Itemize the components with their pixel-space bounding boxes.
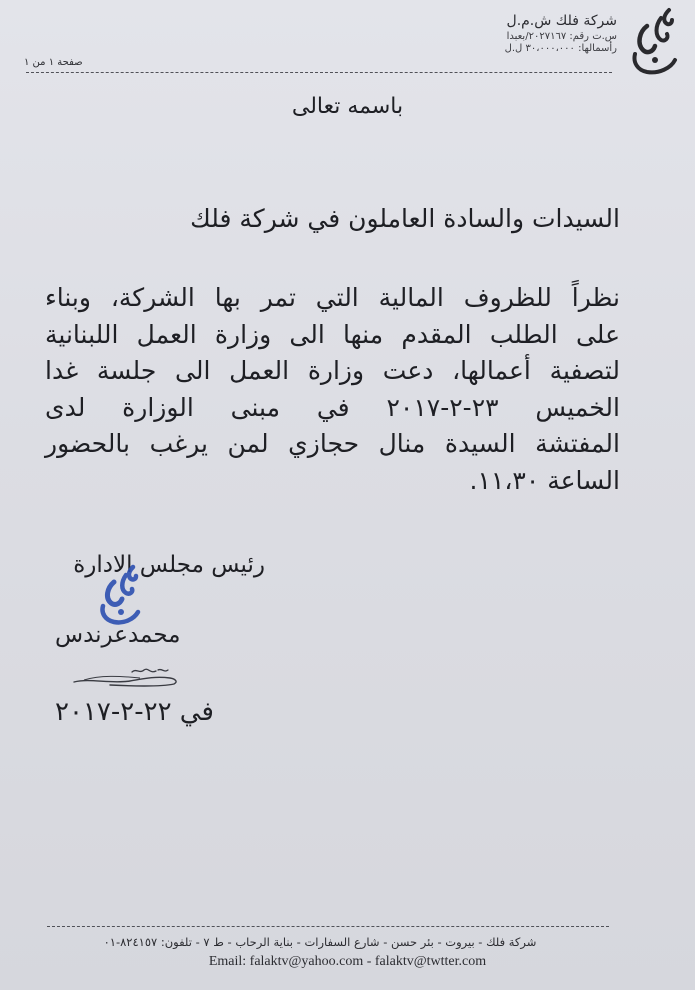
page-number: صفحة ١ من ١ <box>24 57 83 68</box>
falak-logo-icon <box>625 4 683 78</box>
footer-address: شركة فلك - بيروت - بئر حسن - شارع السفارات - بناية الرحاب - ط ٧ - تلفون: ٨٢٤١٥٧-٠١ <box>103 935 537 949</box>
company-name: شركة فلك ش.م.ل <box>506 13 617 29</box>
signature-title: رئيس مجلس الادارة <box>73 552 265 578</box>
company-registration: س.ت رقم: ٢٠٢٧١٦٧/بعبدا <box>506 31 617 42</box>
letter-date: في ٢٢-٢-٢٠١٧ <box>55 697 214 727</box>
body-line: على الطلب المقدم منها الى وزارة العمل اللبنانية <box>45 319 620 349</box>
body-line: لتصفية أعمالها، دعت وزارة العمل الى جلسة غدا <box>45 356 620 385</box>
company-info <box>437 12 617 55</box>
body-line: الساعة ١١،٣٠. <box>469 465 620 495</box>
footer-divider <box>47 926 609 927</box>
signer-name: محمدعرندس <box>55 622 181 648</box>
body-line: نظراً للظروف المالية التي تمر بها الشركة، وبناء <box>45 283 620 312</box>
company-capital: رأسمالها: ٣٠،٠٠٠،٠٠٠ ل.ل <box>504 43 617 54</box>
company-stamp-icon <box>95 563 147 629</box>
footer-emails: Email: falaktv@yahoo.com - falaktv@twtter.com <box>208 954 487 969</box>
header-divider <box>26 72 612 73</box>
body-line: الخميس ٢٣-٢-٢٠١٧ في مبنى الوزارة لدى <box>45 392 620 422</box>
letter-salutation: السيدات والسادة العاملون في شركة فلك <box>190 204 620 233</box>
handwritten-signature-icon <box>70 664 182 690</box>
letter-body <box>45 280 620 499</box>
body-line: المفتشة السيدة منال حجازي لمن يرغب بالحضور <box>45 429 620 458</box>
bismillah-heading: باسمه تعالى <box>291 94 404 119</box>
